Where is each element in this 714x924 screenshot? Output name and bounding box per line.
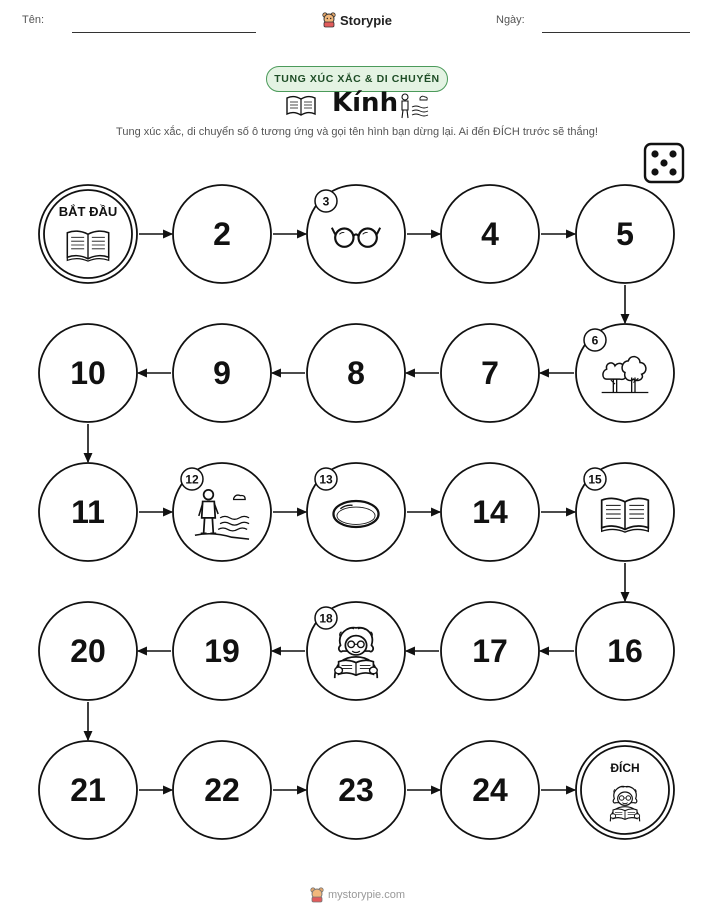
board-cell-21[interactable] [39, 741, 137, 839]
brand-name: Storypie [340, 12, 393, 28]
date-label: Ngày: [496, 14, 525, 26]
cell-number: 23 [338, 772, 374, 808]
page-title: Kính [332, 88, 399, 118]
game-type-badge: TUNG XÚC XẮC & DI CHUYỂN [266, 66, 448, 92]
lens-icon [333, 501, 378, 527]
cell-number: 22 [204, 772, 240, 808]
cell-number: 3 [322, 194, 330, 209]
cell-number: 11 [71, 494, 105, 530]
board-cell-3[interactable] [307, 185, 405, 283]
board-cell-16[interactable] [576, 602, 674, 700]
board-cell-4[interactable] [441, 185, 539, 283]
cell-number: 10 [70, 355, 106, 391]
board-cell-25[interactable] [576, 741, 674, 839]
cell-number: 6 [591, 333, 599, 348]
board-cell-22[interactable] [173, 741, 271, 839]
cell-number: 13 [319, 472, 333, 487]
instructions: Tung xúc xắc, di chuyển số ô tương ứng và gọi tên hình bạn dừng lại. Ai đến ĐÍCH trước sẽ thắng! [116, 126, 598, 138]
footer-site: mystorypie.com [328, 889, 406, 901]
board-cell-10[interactable] [39, 324, 137, 422]
board-cell-23[interactable] [307, 741, 405, 839]
board-cell-13[interactable] [307, 463, 405, 561]
board-cell-12[interactable] [173, 463, 271, 561]
board-cell-18[interactable] [307, 602, 405, 700]
cell-number: 24 [472, 772, 508, 808]
board-cell-7[interactable] [441, 324, 539, 422]
board-cell-2[interactable] [173, 185, 271, 283]
cell-number: 21 [70, 772, 106, 808]
cell-number: 8 [347, 355, 365, 391]
board-cell-24[interactable] [441, 741, 539, 839]
board-cell-5[interactable] [576, 185, 674, 283]
board-cell-19[interactable] [173, 602, 271, 700]
footer [310, 887, 405, 903]
cell-number: 19 [204, 633, 240, 669]
board-cell-15[interactable] [576, 463, 674, 561]
cell-number: 17 [472, 633, 508, 669]
cell-number: 18 [319, 611, 333, 626]
cell-number: 12 [185, 472, 199, 487]
cell-number: 5 [616, 216, 634, 252]
board-cell-14[interactable] [441, 463, 539, 561]
cell-number: 9 [213, 355, 231, 391]
board-cell-11[interactable] [39, 463, 137, 561]
board-cell-17[interactable] [441, 602, 539, 700]
bear-logo-icon [310, 887, 324, 903]
cell-number: 15 [588, 472, 602, 487]
cell-number: 14 [472, 494, 508, 530]
cell-number: 16 [607, 633, 643, 669]
board-cell-6[interactable] [576, 324, 674, 422]
name-label: Tên: [22, 14, 45, 26]
board-cell-8[interactable] [307, 324, 405, 422]
cell-number: 4 [481, 216, 499, 252]
cell-number: 7 [481, 355, 499, 391]
board-cell-9[interactable] [173, 324, 271, 422]
start-label: BẮT ĐẦU [58, 204, 118, 219]
board-cell-1[interactable] [39, 185, 137, 283]
cell-number: 20 [70, 633, 106, 669]
board-cell-20[interactable] [39, 602, 137, 700]
finish-label: ĐÍCH [610, 761, 640, 775]
cell-number: 2 [213, 216, 231, 252]
